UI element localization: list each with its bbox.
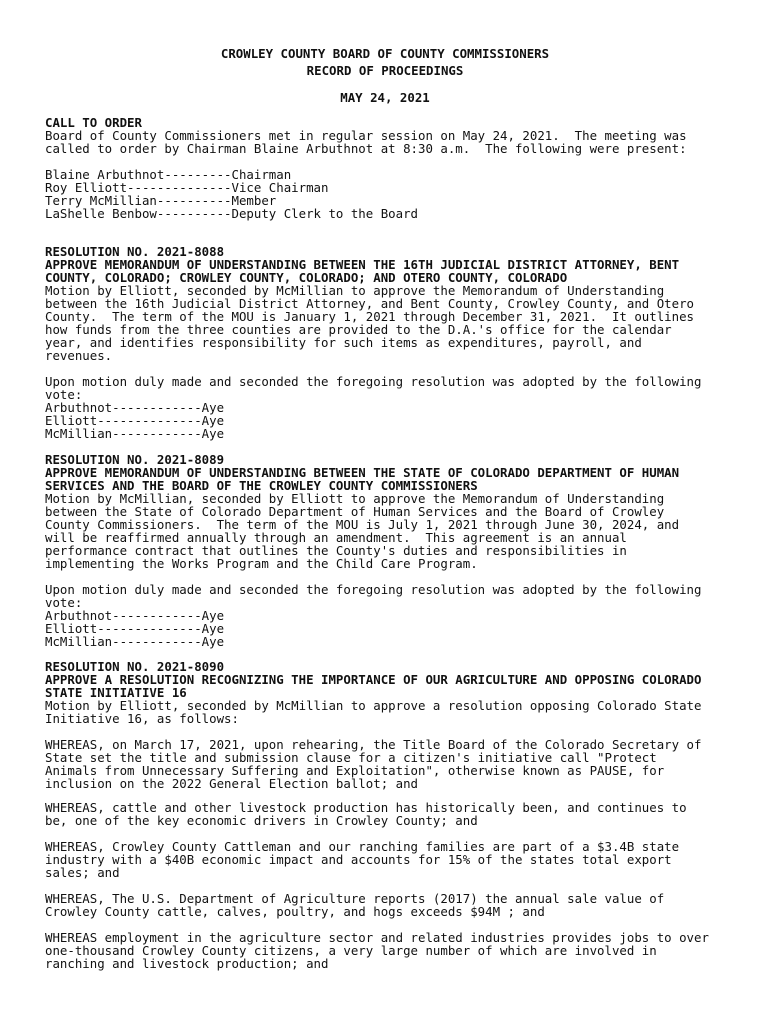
- whereas-line: inclusion on the 2022 General Election ballot; and: [45, 776, 418, 791]
- whereas-line: industry with a $40B economic impact and accounts for 15% of the states total export: [45, 852, 672, 867]
- vote-line: McMillian------------Aye: [45, 426, 225, 441]
- whereas-line: be, one of the key economic drivers in Crowley County; and: [45, 813, 478, 828]
- attendee-line: LaShelle Benbow----------Deputy Clerk to the Board: [45, 206, 418, 221]
- call-to-order-line: Board of County Commissioners met in regular session on May 24, 2021. The meeting was: [45, 128, 687, 143]
- call-to-order-heading: CALL TO ORDER: [45, 115, 142, 130]
- resolution-body-line: will be reaffirmed annually through an amendment. This agreement is an annual: [45, 530, 627, 545]
- resolution-title-line: APPROVE MEMORANDUM OF UNDERSTANDING BETWEEN THE STATE OF COLORADO DEPARTMENT OF HUMAN: [45, 465, 680, 480]
- resolution-body-line: between the State of Colorado Department of Human Services and the Board of Crowley: [45, 504, 665, 519]
- whereas-line: Crowley County cattle, calves, poultry, and hogs exceeds $94M ; and: [45, 904, 545, 919]
- call-to-order-line: called to order by Chairman Blaine Arbuthnot at 8:30 a.m. The following were present:: [45, 141, 687, 156]
- whereas-line: WHEREAS employment in the agriculture sector and related industries provides jobs to over: [45, 930, 709, 945]
- resolution-title-line: COUNTY, COLORADO; CROWLEY COUNTY, COLORADO; AND OTERO COUNTY, COLORADO: [45, 270, 568, 285]
- resolution-body-line: Motion by McMillian, seconded by Elliott to approve the Memorandum of Understanding: [45, 491, 665, 506]
- resolution-title-line: APPROVE MEMORANDUM OF UNDERSTANDING BETWEEN THE 16TH JUDICIAL DISTRICT ATTORNEY, BENT: [45, 257, 680, 272]
- whereas-line: WHEREAS, Crowley County Cattleman and our ranching families are part of a $3.4B state: [45, 839, 680, 854]
- vote-line: vote:: [45, 595, 83, 610]
- meeting-date: MAY 24, 2021: [340, 90, 430, 105]
- resolution-body-line: how funds from the three counties are provided to the D.A.'s office for the calendar: [45, 322, 672, 337]
- resolution-title-line: STATE INITIATIVE 16: [45, 685, 187, 700]
- resolution-title-line: APPROVE A RESOLUTION RECOGNIZING THE IMPORTANCE OF OUR AGRICULTURE AND OPPOSING COLORADO: [45, 672, 702, 687]
- whereas-line: WHEREAS, on March 17, 2021, upon rehearing, the Title Board of the Colorado Secretary of: [45, 737, 702, 752]
- resolution-body-line: between the 16th Judicial District Attorney, and Bent County, Crowley County, and Otero: [45, 296, 695, 311]
- resolution-body-line: Motion by Elliott, seconded by McMillian to approve a resolution opposing Colorado State: [45, 698, 702, 713]
- vote-line: vote:: [45, 387, 83, 402]
- whereas-line: WHEREAS, The U.S. Department of Agriculture reports (2017) the annual sale value of: [45, 891, 665, 906]
- attendee-line: Roy Elliott--------------Vice Chairman: [45, 180, 329, 195]
- resolution-number: RESOLUTION NO. 2021-8089: [45, 452, 225, 467]
- resolution-body-line: Initiative 16, as follows:: [45, 711, 239, 726]
- resolution-body-line: revenues.: [45, 348, 113, 363]
- vote-line: McMillian------------Aye: [45, 634, 225, 649]
- whereas-line: ranching and livestock production; and: [45, 956, 329, 971]
- resolution-body-line: implementing the Works Program and the Child Care Program.: [45, 556, 478, 571]
- attendee-line: Blaine Arbuthnot---------Chairman: [45, 167, 292, 182]
- resolution-body-line: year, and identifies responsibility for such items as expenditures, payroll, and: [45, 335, 642, 350]
- whereas-line: one-thousand Crowley County citizens, a very large number of which are involved in: [45, 943, 657, 958]
- resolution-body-line: County. The term of the MOU is January 1, 2021 through December 31, 2021. It outlines: [45, 309, 695, 324]
- document-subtitle: RECORD OF PROCEEDINGS: [306, 63, 464, 78]
- whereas-line: WHEREAS, cattle and other livestock production has historically been, and continues to: [45, 800, 687, 815]
- whereas-line: sales; and: [45, 865, 120, 880]
- vote-line: Arbuthnot------------Aye: [45, 608, 225, 623]
- vote-line: Upon motion duly made and seconded the foregoing resolution was adopted by the following: [45, 582, 702, 597]
- vote-line: Elliott--------------Aye: [45, 621, 225, 636]
- resolution-title-line: SERVICES AND THE BOARD OF THE CROWLEY COUNTY COMMISSIONERS: [45, 478, 478, 493]
- whereas-line: Animals from Unnecessary Suffering and Exploitation", otherwise known as PAUSE, for: [45, 763, 665, 778]
- resolution-body-line: County Commissioners. The term of the MOU is July 1, 2021 through June 30, 2024, and: [45, 517, 680, 532]
- attendee-line: Terry McMillian----------Member: [45, 193, 277, 208]
- resolution-body-line: performance contract that outlines the County's duties and responsibilities in: [45, 543, 627, 558]
- resolution-number: RESOLUTION NO. 2021-8088: [45, 244, 225, 259]
- resolution-number: RESOLUTION NO. 2021-8090: [45, 659, 225, 674]
- resolution-body-line: Motion by Elliott, seconded by McMillian to approve the Memorandum of Understanding: [45, 283, 665, 298]
- vote-line: Elliott--------------Aye: [45, 413, 225, 428]
- document-title: CROWLEY COUNTY BOARD OF COUNTY COMMISSIONERS: [220, 46, 550, 61]
- vote-line: Arbuthnot------------Aye: [45, 400, 225, 415]
- whereas-line: State set the title and submission clause for a citizen's initiative call "Protect: [45, 750, 657, 765]
- vote-line: Upon motion duly made and seconded the foregoing resolution was adopted by the following: [45, 374, 702, 389]
